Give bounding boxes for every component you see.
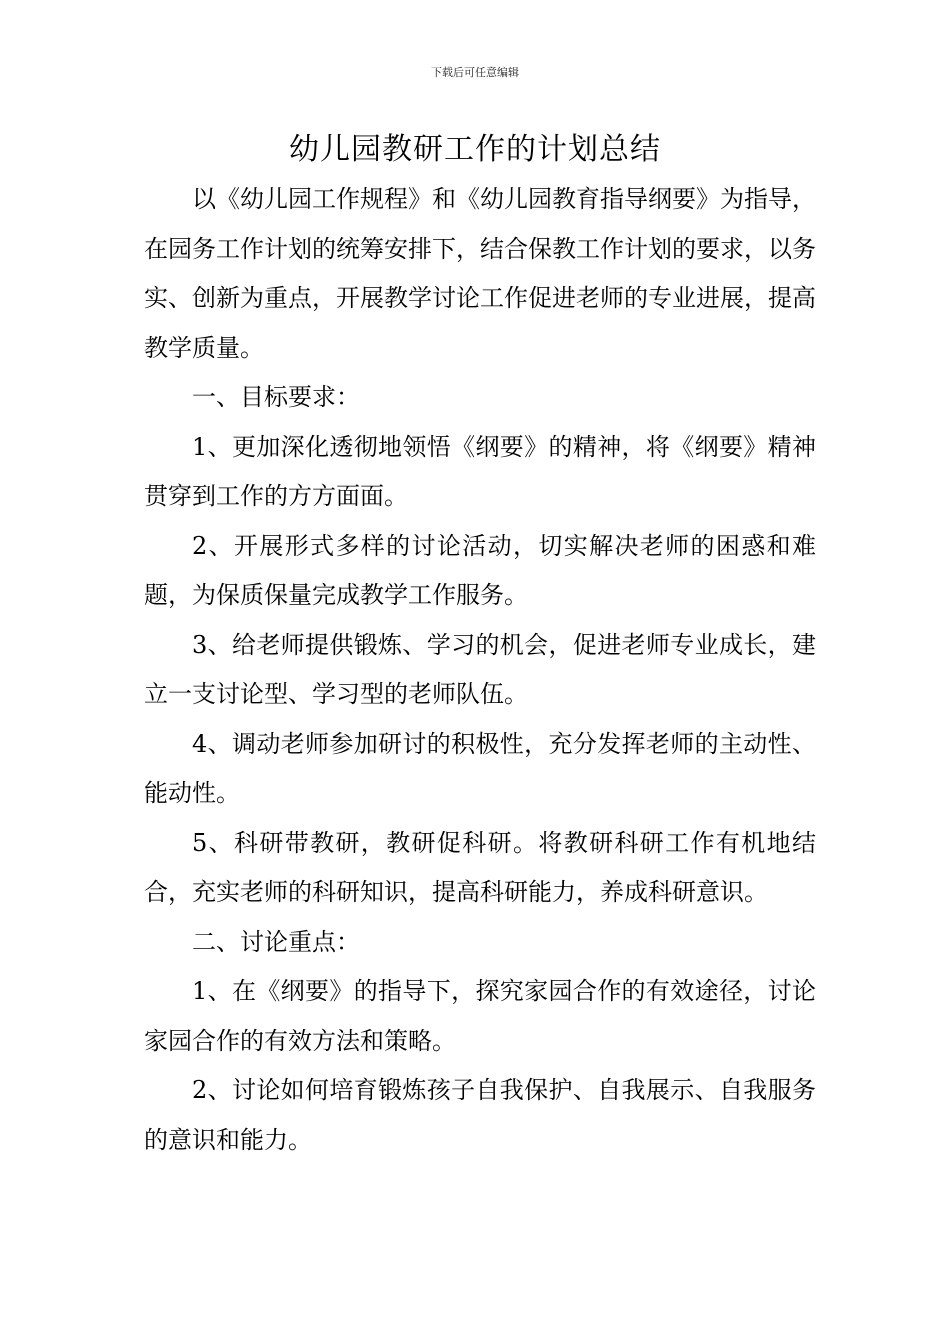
section-heading-goals: 一、目标要求： (192, 383, 360, 411)
section-heading-focus: 二、讨论重点： (192, 927, 360, 956)
intro-paragraph: 以《幼儿园工作规程》和《幼儿园教育指导纲要》为指导，在园务工作计划的统筹安排下，结合保教工作计划的要求，以务实、创新为重点，开展教学讨论工作促进老师的专业进展，提高教学质量。 (144, 185, 816, 362)
document-body (144, 175, 816, 1165)
goal-item-2: 2、开展形式多样的讨论活动，切实解决老师的困惑和难题，为保质保量完成教学工作服务。 (144, 531, 816, 609)
goal-item-5: 5、科研带教研，教研促科研。将教研科研工作有机地结合，充实老师的科研知识，提高科研能力，养成科研意识。 (144, 828, 816, 906)
goal-item-1: 1、更加深化透彻地领悟《纲要》的精神，将《纲要》精神贯穿到工作的方方面面。 (144, 432, 816, 510)
focus-item-1: 1、在《纲要》的指导下，探究家园合作的有效途径，讨论家园合作的有效方法和策略。 (144, 977, 816, 1055)
page-header-note: 下载后可任意编辑 (431, 66, 519, 79)
focus-item-2: 2、讨论如何培育锻炼孩子自我保护、自我展示、自我服务的意识和能力。 (144, 1076, 816, 1154)
document-title: 幼儿园教研工作的计划总结 (289, 132, 661, 167)
goal-item-3: 3、给老师提供锻炼、学习的机会，促进老师专业成长，建立一支讨论型、学习型的老师队伍。 (144, 630, 816, 708)
goal-item-4: 4、调动老师参加研讨的积极性，充分发挥老师的主动性、能动性。 (144, 729, 816, 807)
